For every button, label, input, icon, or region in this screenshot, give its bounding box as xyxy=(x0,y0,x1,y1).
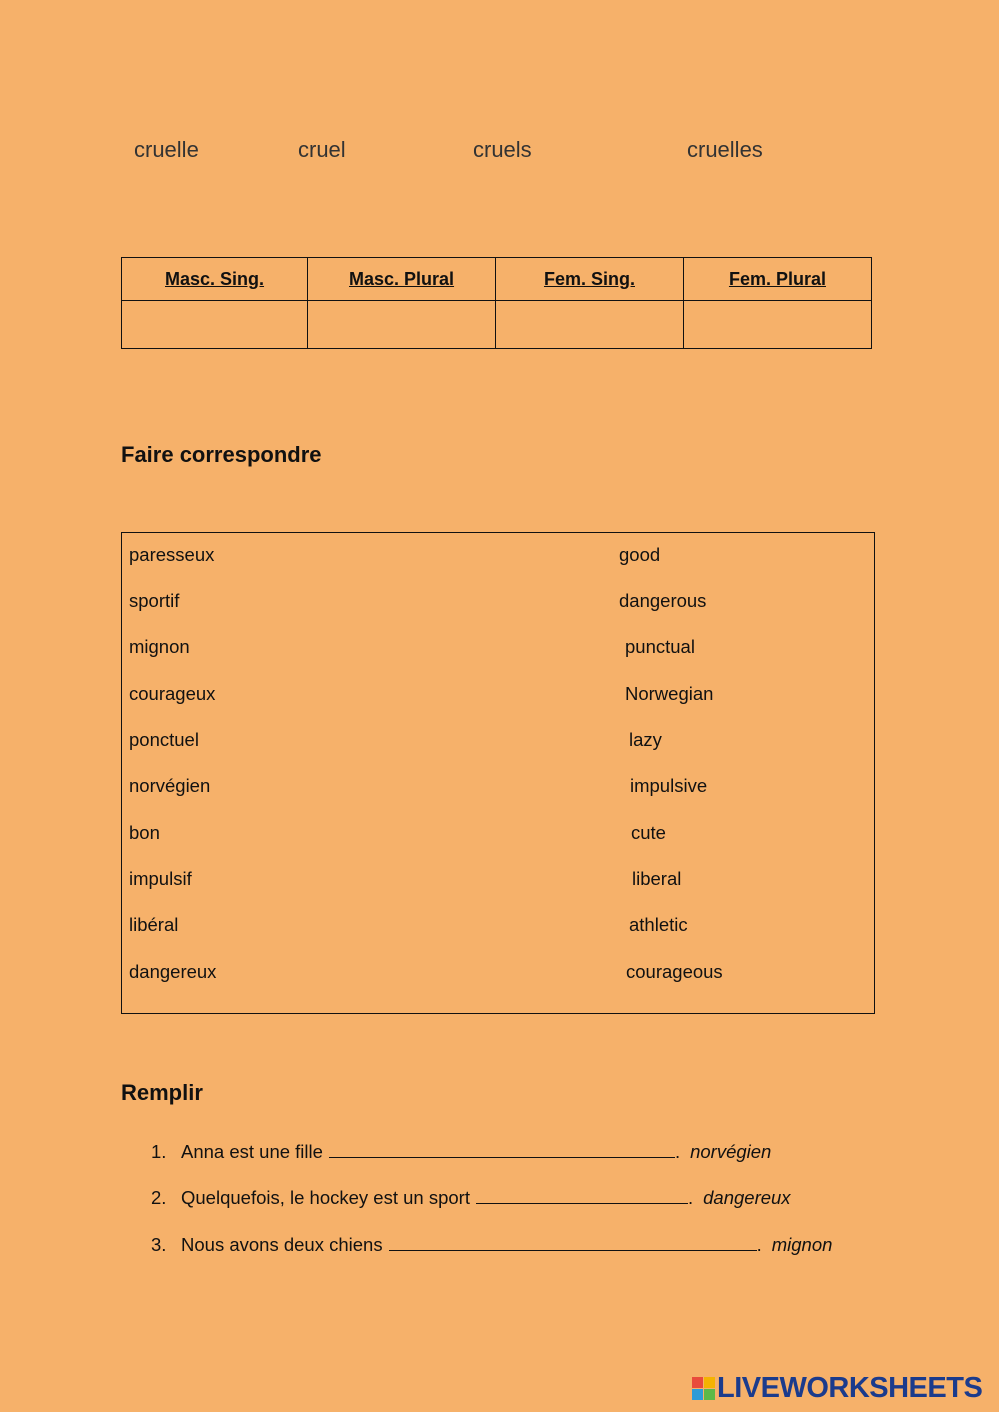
match-french-item[interactable]: mignon xyxy=(129,636,190,657)
table-header: Masc. Plural xyxy=(308,258,496,301)
match-french-item[interactable]: courageux xyxy=(129,683,216,704)
matching-heading: Faire correspondre xyxy=(121,442,322,467)
match-english-item[interactable]: lazy xyxy=(629,729,662,750)
word-bank-item[interactable]: cruel xyxy=(298,137,346,162)
match-english-item[interactable]: cute xyxy=(631,822,666,843)
table-header: Masc. Sing. xyxy=(122,258,308,301)
match-english-item[interactable]: dangerous xyxy=(619,590,707,611)
item-end: . xyxy=(674,1141,681,1162)
item-hint: norvégien xyxy=(690,1141,772,1162)
fill-in-item xyxy=(151,1234,832,1256)
logo-text: LIVEWORKSHEETS xyxy=(717,1372,983,1404)
match-english-item[interactable]: impulsive xyxy=(630,775,708,796)
answer-blank[interactable] xyxy=(389,1249,757,1251)
match-english-item[interactable]: Norwegian xyxy=(625,683,714,704)
match-english-item[interactable]: liberal xyxy=(632,868,682,889)
matching-box xyxy=(121,532,875,1014)
match-french-item[interactable]: dangereux xyxy=(129,961,217,982)
adjective-forms-table xyxy=(121,257,872,349)
match-french-item[interactable]: paresseux xyxy=(129,544,215,565)
fill-in-item xyxy=(151,1141,771,1163)
match-french-item[interactable]: sportif xyxy=(129,590,180,611)
item-text: Nous avons deux chiens xyxy=(181,1234,383,1255)
answer-blank[interactable] xyxy=(329,1156,675,1158)
fill-in-heading: Remplir xyxy=(121,1080,203,1105)
item-number: 1. xyxy=(151,1141,167,1162)
item-hint: dangereux xyxy=(703,1187,791,1208)
logo-mark-icon xyxy=(692,1377,715,1400)
answer-blank[interactable] xyxy=(476,1202,688,1204)
item-end: . xyxy=(756,1234,762,1255)
item-end: . xyxy=(687,1187,694,1208)
word-bank-item[interactable]: cruels xyxy=(473,137,532,162)
match-english-item[interactable]: courageous xyxy=(626,961,723,982)
word-bank-item[interactable]: cruelle xyxy=(134,137,199,162)
match-french-item[interactable]: ponctuel xyxy=(129,729,199,750)
item-text: Quelquefois, le hockey est un sport xyxy=(181,1187,470,1208)
drop-cell-fem-plural[interactable] xyxy=(683,301,871,349)
item-number: 2. xyxy=(151,1187,167,1208)
fill-in-item xyxy=(151,1187,791,1209)
item-number: 3. xyxy=(151,1234,167,1255)
item-text: Anna est une fille xyxy=(181,1141,323,1162)
drop-cell-masc-sing[interactable] xyxy=(122,301,308,349)
match-english-item[interactable]: athletic xyxy=(629,914,688,935)
match-french-item[interactable]: norvégien xyxy=(129,775,211,796)
match-french-item[interactable]: libéral xyxy=(129,914,179,935)
liveworksheets-logo xyxy=(692,1372,982,1405)
table-header: Fem. Sing. xyxy=(496,258,684,301)
table-header: Fem. Plural xyxy=(683,258,871,301)
match-english-item[interactable]: punctual xyxy=(625,636,695,657)
item-hint: mignon xyxy=(771,1234,833,1255)
match-french-item[interactable]: bon xyxy=(129,822,160,843)
drop-cell-fem-sing[interactable] xyxy=(496,301,684,349)
word-bank-item[interactable]: cruelles xyxy=(687,137,763,162)
drop-cell-masc-plural[interactable] xyxy=(308,301,496,349)
match-english-item[interactable]: good xyxy=(619,544,661,565)
match-french-item[interactable]: impulsif xyxy=(129,868,192,889)
